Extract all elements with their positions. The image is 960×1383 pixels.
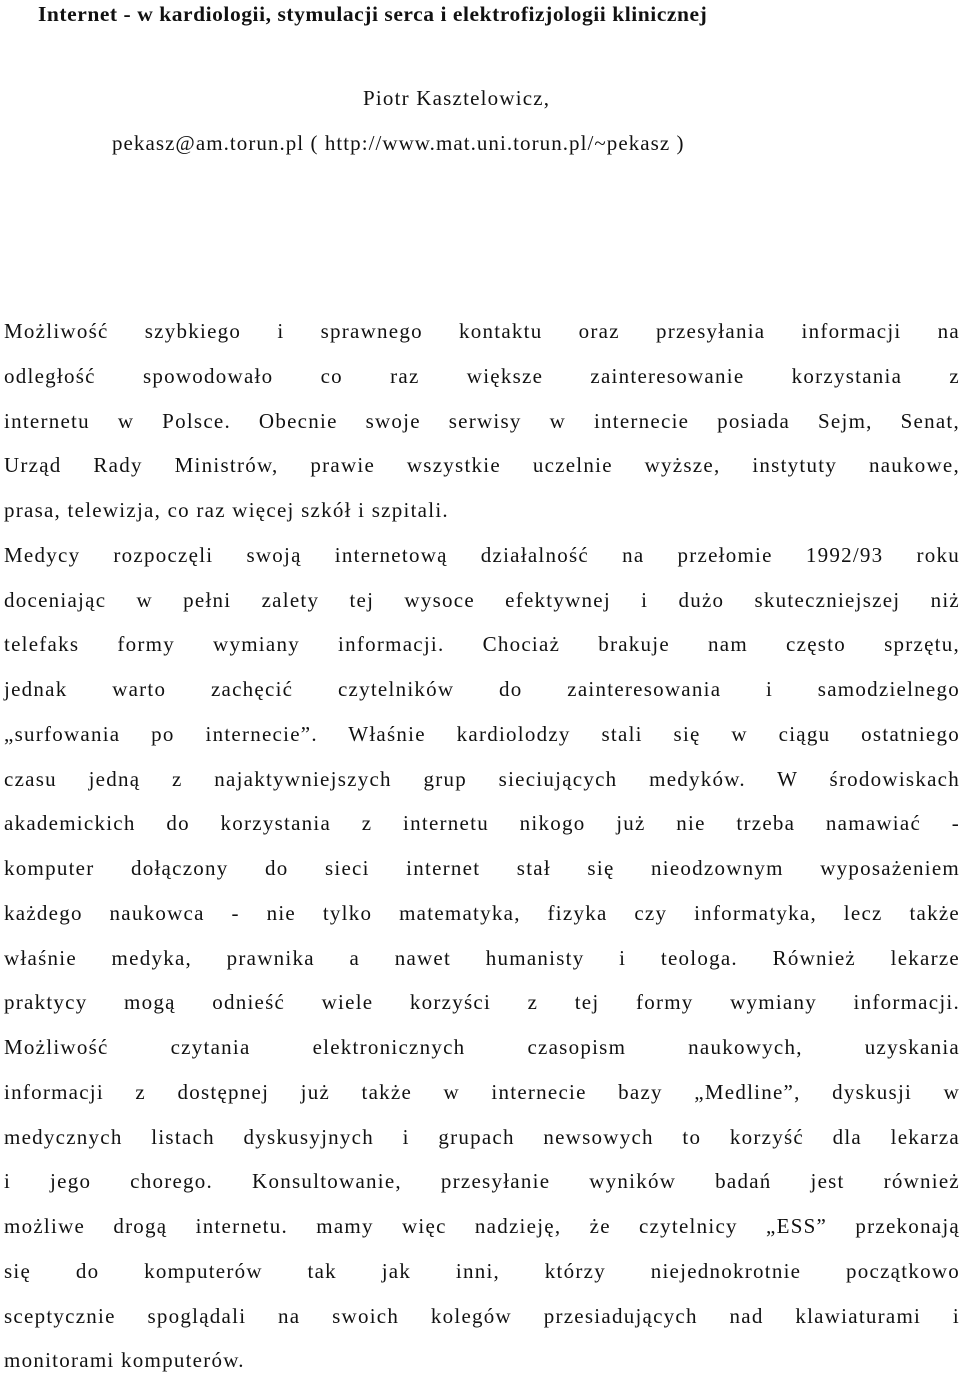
body-line: właśnie medyka, prawnika a nawet humanisty i teologa. Również lekarze <box>4 945 960 970</box>
body-line: prasa, telewizja, co raz więcej szkół i szpitali. <box>4 498 449 522</box>
author-name: Piotr Kasztelowicz, <box>363 86 551 110</box>
body-line: odległość spowodowało co raz większe zainteresowanie korzystania z <box>4 363 960 388</box>
body-line: internetu w Polsce. Obecnie swoje serwisy w internecie posiada Sejm, Senat, <box>4 408 960 433</box>
body-line: i jego chorego. Konsultowanie, przesyłanie wyników badań jest również <box>4 1169 960 1194</box>
body-line: się do komputerów tak jak inni, którzy niejednokrotnie początkowo <box>4 1258 960 1283</box>
body-line: komputer dołączony do sieci internet stał się nieodzownym wyposażeniem <box>4 856 960 880</box>
body-line: Urząd Rady Ministrów, prawie wszystkie uczelnie wyższe, instytuty naukowe, <box>4 453 960 478</box>
body-line: jednak warto zachęcić czytelników do zainteresowania i samodzielnego <box>4 677 960 701</box>
body-line: każdego naukowca - nie tylko matematyka, fizyka czy informatyka, lecz także <box>4 900 960 925</box>
body-line: monitorami komputerów. <box>4 1348 245 1373</box>
body-line: doceniając w pełni zalety tej wysoce efektywnej i dużo skuteczniejszej niż <box>4 587 960 612</box>
body-line: praktycy mogą odnieść wiele korzyści z tej formy wymiany informacji. <box>4 990 960 1015</box>
body-line: Możliwość szybkiego i sprawnego kontaktu oraz przesyłania informacji na <box>4 319 960 343</box>
body-line: sceptycznie spoglądali na swoich kolegów przesiadujących nad klawiaturami i <box>4 1303 960 1328</box>
body-line: informacji z dostępnej już także w internecie bazy „Medline”, dyskusji w <box>4 1079 960 1104</box>
body-line: Możliwość czytania elektronicznych czasopism naukowych, uzyskania <box>4 1035 960 1059</box>
body-line: medycznych listach dyskusyjnych i grupach newsowych to korzyść dla lekarza <box>4 1124 960 1149</box>
body-line: Medycy rozpoczęli swoją internetową działalność na przełomie 1992/93 roku <box>4 542 960 567</box>
document-title: Internet - w kardiologii, stymulacji serca i elektrofizjologii klinicznej <box>38 2 708 26</box>
article-body <box>4 309 960 1383</box>
body-line: możliwe drogą internetu. mamy więc nadzieję, że czytelnicy „ESS” przekonają <box>4 1214 960 1238</box>
body-line: akademickich do korzystania z internetu nikogo już nie trzeba namawiać - <box>4 811 960 836</box>
body-line: „surfowania po internecie”. Właśnie kardiolodzy stali się w ciągu ostatniego <box>4 721 960 746</box>
body-line: telefaks formy wymiany informacji. Chociaż brakuje nam często sprzętu, <box>4 632 960 657</box>
body-line: czasu jedną z najaktywniejszych grup sieciujących medyków. W środowiskach <box>4 766 960 791</box>
author-contact: pekasz@am.torun.pl ( http://www.mat.uni.torun.pl/~pekasz ) <box>112 131 685 155</box>
